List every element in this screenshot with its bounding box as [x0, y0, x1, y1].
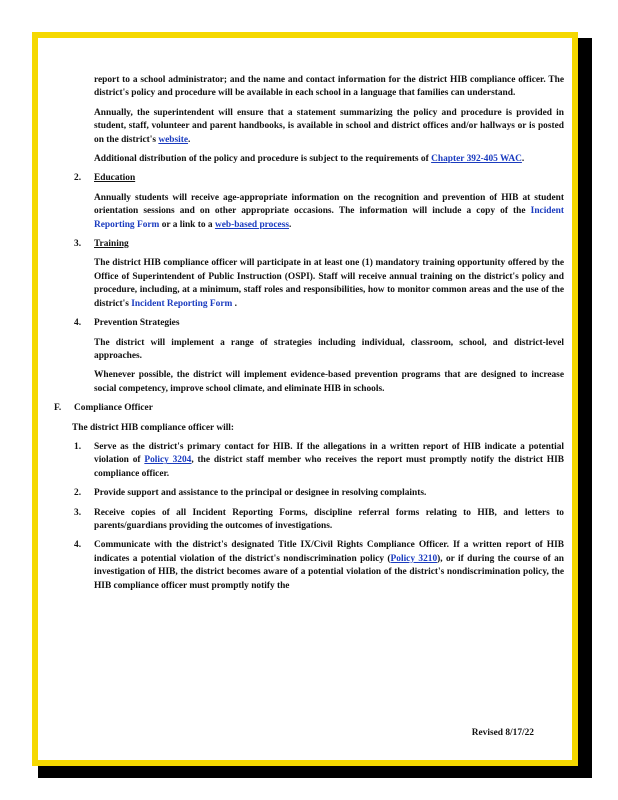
policy-3210-link[interactable]: Policy 3210: [390, 553, 438, 564]
chapter-wac-link[interactable]: Chapter 392-405 WAC: [431, 154, 522, 165]
item-paragraph: The district HIB compliance officer will participate in at least one (1) mandatory training opportunity offered by the Office of Superintendent of Public Instruction (OSPI). Staff will receive annual training on the district's policy and procedure, including, at a minimum, staff roles and responsibilities, how to monitor common areas and the use of the district's Incident Reporting Form .: [94, 258, 564, 309]
incident-reporting-form-ref: Incident Reporting Form: [94, 206, 565, 230]
item-paragraph-2: Whenever possible, the district will implement evidence-based prevention programs that are designed to increase social competency, improve school climate, and eliminate HIB in schools.: [94, 370, 564, 394]
list-item-training: [74, 238, 564, 311]
intro-paragraph-3: Additional distribution of the policy and procedure is subject to the requirements of Chapter 392-405 WAC.: [94, 154, 525, 165]
document-page: [32, 32, 578, 766]
item-number: 4.: [74, 540, 82, 551]
intro-paragraph-1: report to a school administrator; and the name and contact information for the district HIB compliance officer. The district's policy and procedure will be available in each school in a language that families can understand.: [94, 75, 564, 99]
item-paragraph: Annually students will receive age-appropriate information on the recognition and prevention of HIB at student orientation sessions and on other appropriate occasions. The information will include a copy of the Incident Reporting Form or a link to a web-based process.: [94, 192, 565, 230]
incident-reporting-form-ref: Incident Reporting Form: [131, 298, 233, 309]
item-paragraph: Communicate with the district's designated Title IX/Civil Rights Compliance Officer. If a written report of HIB indicates a potential violation of the district's nondiscrimination policy (Policy 3210), or if during the course of an investigation of HIB, the district becomes aware of a potential violation of the district's nondiscrimination policy, the HIB compliance officer must promptly notify the: [94, 540, 564, 591]
list-item-receive-copies: [74, 507, 564, 534]
item-number: 3.: [74, 239, 82, 250]
list-item-support: [74, 487, 564, 500]
item-title: Education: [94, 173, 136, 184]
item-title: Prevention Strategies: [94, 318, 180, 329]
section-f-intro: The district HIB compliance officer will:: [72, 422, 235, 433]
item-number: 3.: [74, 507, 82, 518]
document-body: [54, 74, 564, 599]
section-f-heading: [54, 402, 564, 415]
web-based-process-link[interactable]: web-based process: [214, 219, 289, 230]
item-number: 2.: [74, 488, 82, 499]
item-title: Training: [94, 239, 129, 250]
item-paragraph: Receive copies of all Incident Reporting Forms, discipline referral forms relating to HIB, and letters to parents/guardians providing the outcomes of investigations.: [94, 507, 564, 531]
section-title: Compliance Officer: [74, 403, 153, 414]
intro-paragraph-2: Annually, the superintendent will ensure that a statement summarizing the policy and procedure is provided in student, staff, volunteer and parent handbooks, is available in school and district offices and/or hallways or is posted on the district's website.: [94, 107, 564, 145]
list-item-primary-contact: [74, 441, 564, 481]
list-item-education: [74, 172, 565, 232]
section-letter: F.: [54, 403, 62, 414]
item-number: 2.: [74, 173, 82, 184]
item-paragraph-1: The district will implement a range of strategies including individual, classroom, school, and district-level approaches.: [94, 337, 564, 361]
list-item-communicate: [74, 539, 564, 593]
district-website-link[interactable]: website: [158, 134, 189, 145]
item-paragraph: Provide support and assistance to the principal or designee in resolving complaints.: [94, 488, 427, 499]
policy-3204-link[interactable]: Policy 3204: [144, 455, 192, 466]
revised-date: Revised 8/17/22: [471, 728, 534, 738]
item-number: 4.: [74, 318, 82, 329]
item-number: 1.: [74, 441, 82, 452]
item-paragraph: Serve as the district's primary contact for HIB. If the allegations in a written report of HIB indicate a potential violation of Policy 3204, the district staff member who receives the report must promptly notify the district HIB compliance officer.: [94, 441, 564, 479]
list-item-prevention: [74, 317, 564, 396]
